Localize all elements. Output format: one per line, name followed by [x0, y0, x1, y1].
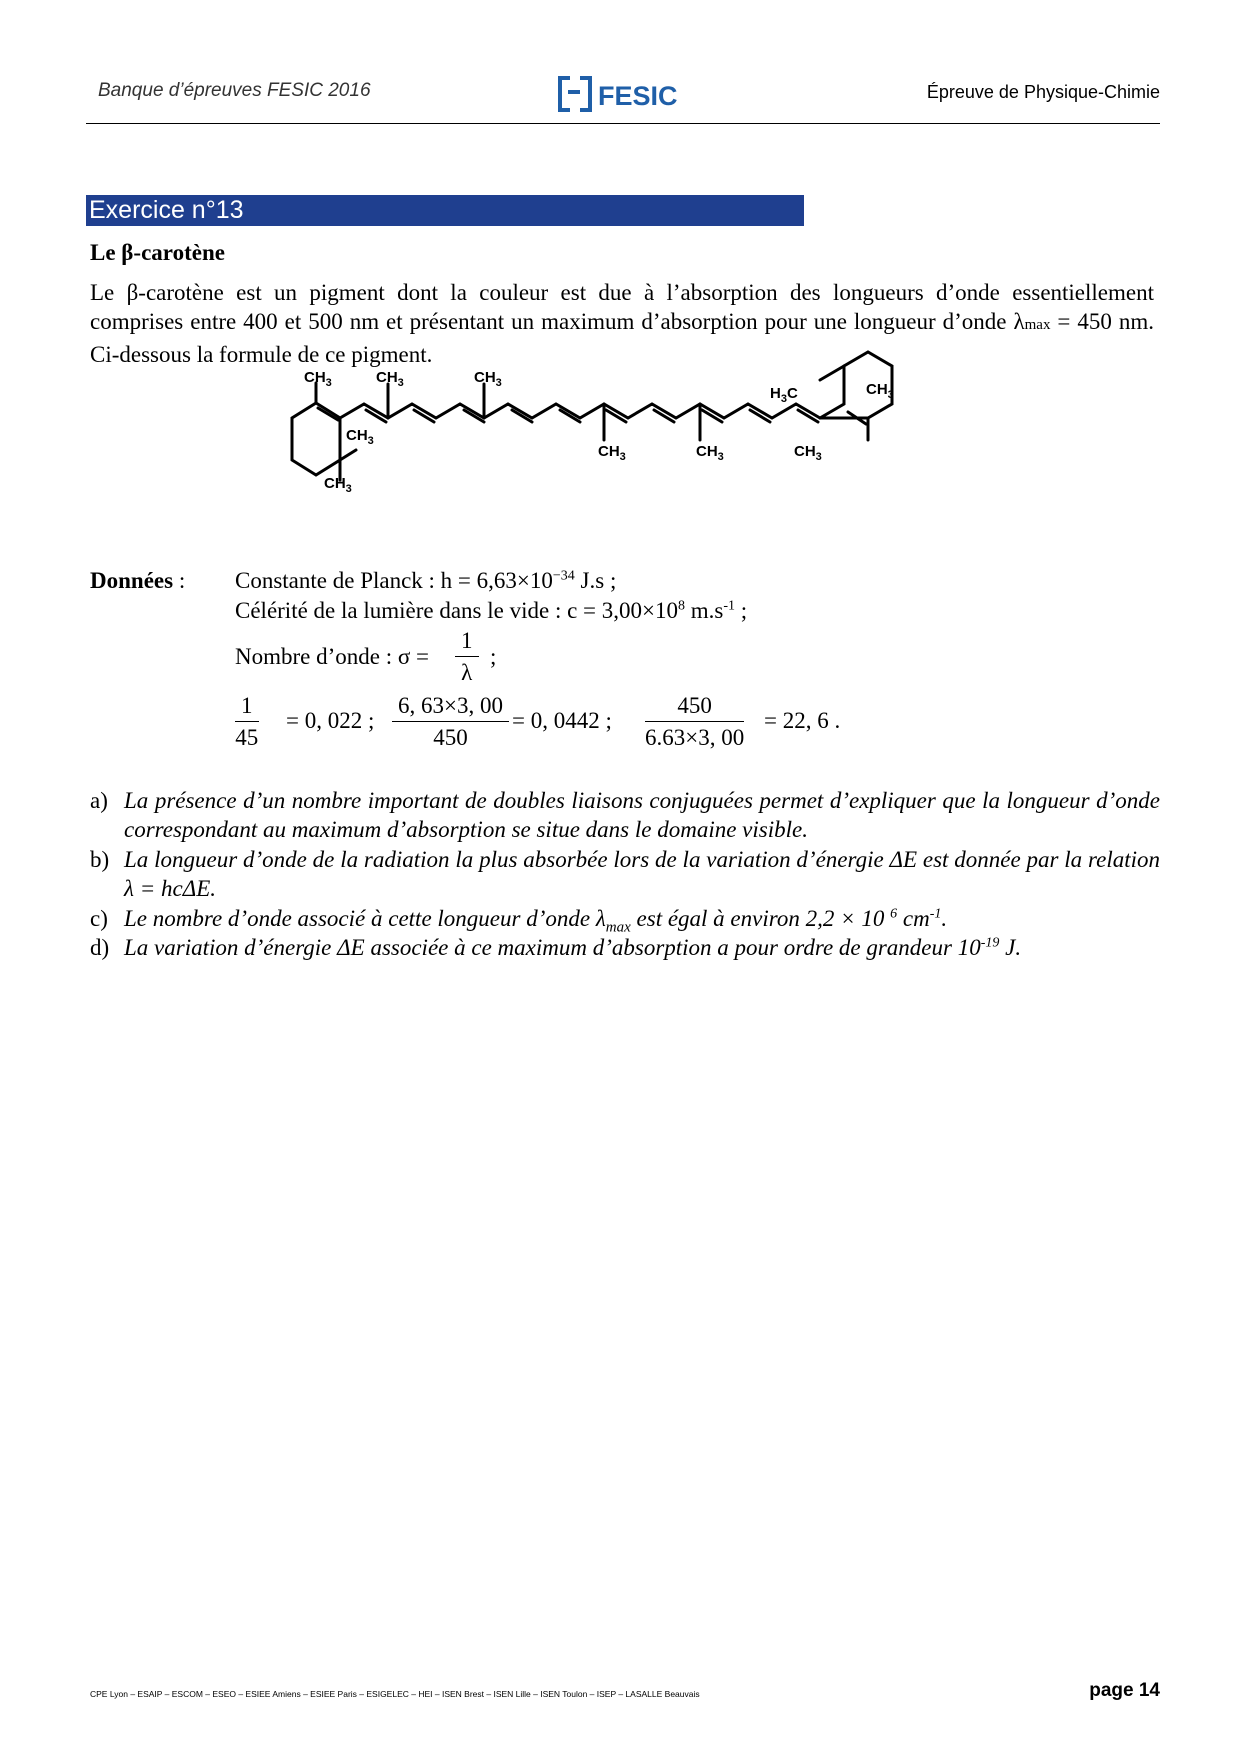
- wave-number-end: ;: [490, 644, 497, 669]
- header-right-title: Épreuve de Physique-Chimie: [926, 82, 1160, 102]
- header-divider: [86, 123, 1160, 124]
- mol-label-h3c: $H_3C$: [770, 385, 798, 405]
- wave-number-label: Nombre d’onde : σ =: [235, 644, 429, 669]
- mol-label-ch3-top: $CH_3$: [866, 381, 894, 401]
- lambda-subscript: max: [1024, 317, 1051, 333]
- fraction-2-result: = 0, 0442 ;: [512, 708, 612, 733]
- mol-label-ch3-2: $CH_3$: [346, 427, 374, 447]
- fraction-1-result: = 0, 022 ;: [286, 708, 375, 733]
- intro-text-1: Le β-carotène est un pigment dont la couleur est due à l’absorption des longueurs d’onde essentiellement comprises entre 400 et 500 nm et présentant un maximum d’absorption pour une longueur d’onde: [90, 280, 1154, 334]
- mol-label-ch3-6: $CH_3$: [598, 443, 626, 463]
- fraction-3: $\frac{450}{6.63\times 3, 00}$: [645, 693, 745, 750]
- mol-label-ch3-3: $CH_3$: [324, 475, 352, 495]
- lambda-symbol: λ: [1013, 309, 1025, 334]
- footer-institutions: CPE Lyon – ESAIP – ESCOM – ESEO – ESIEE Amiens – ESIEE Paris – ESIGELEC – HEI – ISEN Brest – ISEN Lille – ISEN Toulon – ISEP – LASALLE Beauvais: [90, 1689, 700, 1699]
- question-a: a) La présence d’un nombre important de doubles liaisons conjuguées permet d’expliquer que la longueur d’onde correspondant au maximum d’absorption se situe dans le domaine visible.: [90, 788, 1160, 842]
- exercise-title-banner: Exercice n°13: [86, 195, 804, 226]
- wave-number-fraction: $\frac{1}{\lambda}$: [455, 626, 479, 689]
- fesic-logo: [556, 72, 706, 116]
- question-d: d) La variation d’énergie ΔE associée à ce maximum d’absorption a pour ordre de grandeur $10^{-19}$ J.: [90, 935, 1022, 960]
- planck-constant: Constante de Planck : $h = 6,63\times 10^{-34}$ J.s ;: [235, 568, 617, 593]
- data-label: Données :: [90, 568, 186, 593]
- intro-paragraph: [90, 278, 1154, 369]
- mol-label-ch3-5: $CH_3$: [474, 369, 502, 389]
- logo-text: FESIC: [598, 81, 678, 111]
- fraction-1: $\frac{1}{45}$: [235, 693, 259, 750]
- mol-label-ch3-7: $CH_3$: [696, 443, 724, 463]
- question-b: b) La longueur d’onde de la radiation la plus absorbée lors de la variation d’énergie ΔE est donnée par la relation λ = hcΔE.: [90, 847, 1160, 901]
- light-speed: Célérité de la lumière dans le vide : $c = 3,00\times 10^8$ $m.s^{-1}$ ;: [235, 598, 748, 623]
- fraction-2: $\frac{6, 63\times 3, 00}{450}$: [392, 691, 509, 754]
- exercise-subtitle: Le β-carotène: [90, 240, 225, 265]
- intro-text-2: = 450 nm. Ci-dessous la formule de ce pigment.: [90, 309, 1154, 367]
- beta-carotene-structure: [280, 369, 960, 548]
- header-left-title: Banque d’épreuves FESIC 2016: [98, 80, 371, 101]
- mol-label-ch3-8: $CH_3$: [794, 443, 822, 463]
- mol-label-ch3-4: $CH_3$: [376, 369, 404, 389]
- question-c: c) Le nombre d’onde associé à cette longueur d’onde $\lambda_{max}$ est égal à environ 2,2 × 10 $^6$ $cm^{-1}$.: [90, 906, 948, 936]
- mol-label-ch3-1: $CH_3$: [304, 369, 332, 389]
- page-number: page 14: [1089, 1680, 1160, 1701]
- fraction-3-result: = 22, 6 .: [764, 708, 841, 733]
